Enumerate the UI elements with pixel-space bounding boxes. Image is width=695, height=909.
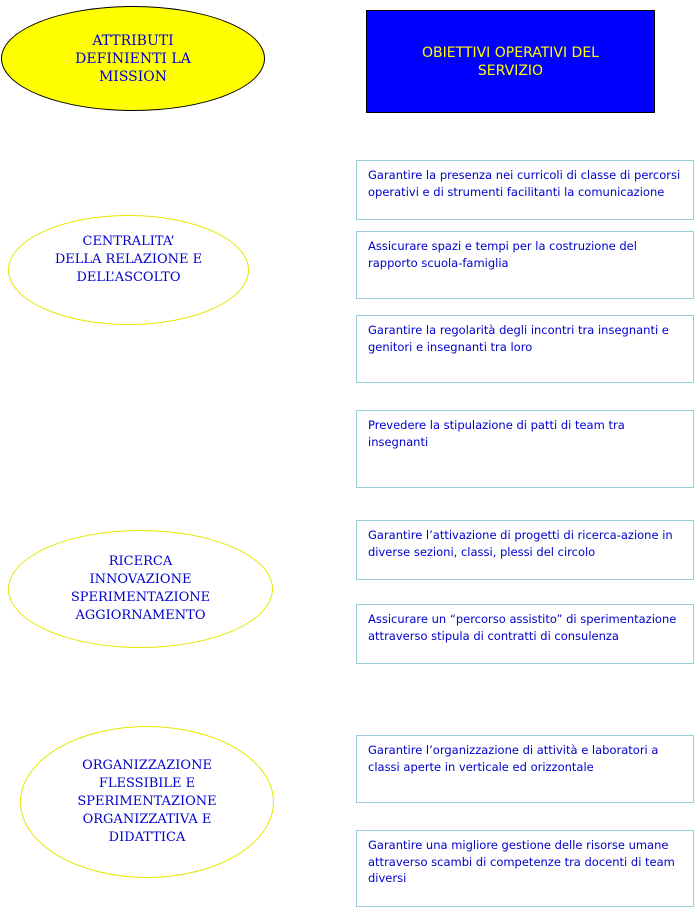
attribute-ellipse-ricerca: [8, 530, 273, 648]
attribute-label: ORGANIZZAZIONE FLESSIBILE E SPERIMENTAZIONE ORGANIZZATIVA E DIDATTICA: [77, 758, 217, 845]
objective-box: [356, 410, 694, 488]
objective-box: [356, 231, 694, 299]
objective-box: [356, 160, 694, 220]
objective-text: Garantire la presenza nei curricoli di classe di percorsi operativi e di strumenti facilitanti la comunicazione: [368, 168, 681, 199]
objective-text: Prevedere la stipulazione di patti di team tra insegnanti: [368, 418, 625, 449]
objective-text: Assicurare un “percorso assistito” di sperimentazione attraverso stipula di contratti di consulenza: [368, 612, 677, 643]
attributes-header-ellipse: [1, 6, 265, 111]
objective-box: [356, 830, 694, 907]
objective-text: Garantire l’attivazione di progetti di ricerca-azione in diverse sezioni, classi, plessi del circolo: [368, 528, 673, 559]
objective-box: [356, 604, 694, 664]
attribute-label: CENTRALITA’ DELLA RELAZIONE E DELL’ASCOLTO: [54, 234, 203, 285]
objective-box: [356, 735, 694, 803]
objective-box: [356, 520, 694, 580]
objective-text: Garantire una migliore gestione delle risorse umane attraverso scambi di competenze tra docenti di team diversi: [368, 838, 675, 885]
objective-text: Garantire la regolarità degli incontri tra insegnanti e genitori e insegnanti tra loro: [368, 323, 669, 354]
attribute-ellipse-organizzazione: [20, 726, 274, 878]
attribute-ellipse-centralita: [8, 215, 249, 325]
objective-text: Garantire l’organizzazione di attività e laboratori a classi aperte in verticale ed orizzontale: [368, 743, 659, 774]
attributes-header-title: ATTRIBUTI DEFINIENTI LA MISSION: [75, 32, 191, 85]
objectives-header-title: OBIETTIVI OPERATIVI DEL SERVIZIO: [422, 44, 599, 79]
objective-box: [356, 315, 694, 383]
objective-text: Assicurare spazi e tempi per la costruzione del rapporto scuola-famiglia: [368, 239, 637, 270]
objectives-header-box: [366, 10, 655, 113]
attribute-label: RICERCA INNOVAZIONE SPERIMENTAZIONE AGGIORNAMENTO: [70, 554, 211, 623]
